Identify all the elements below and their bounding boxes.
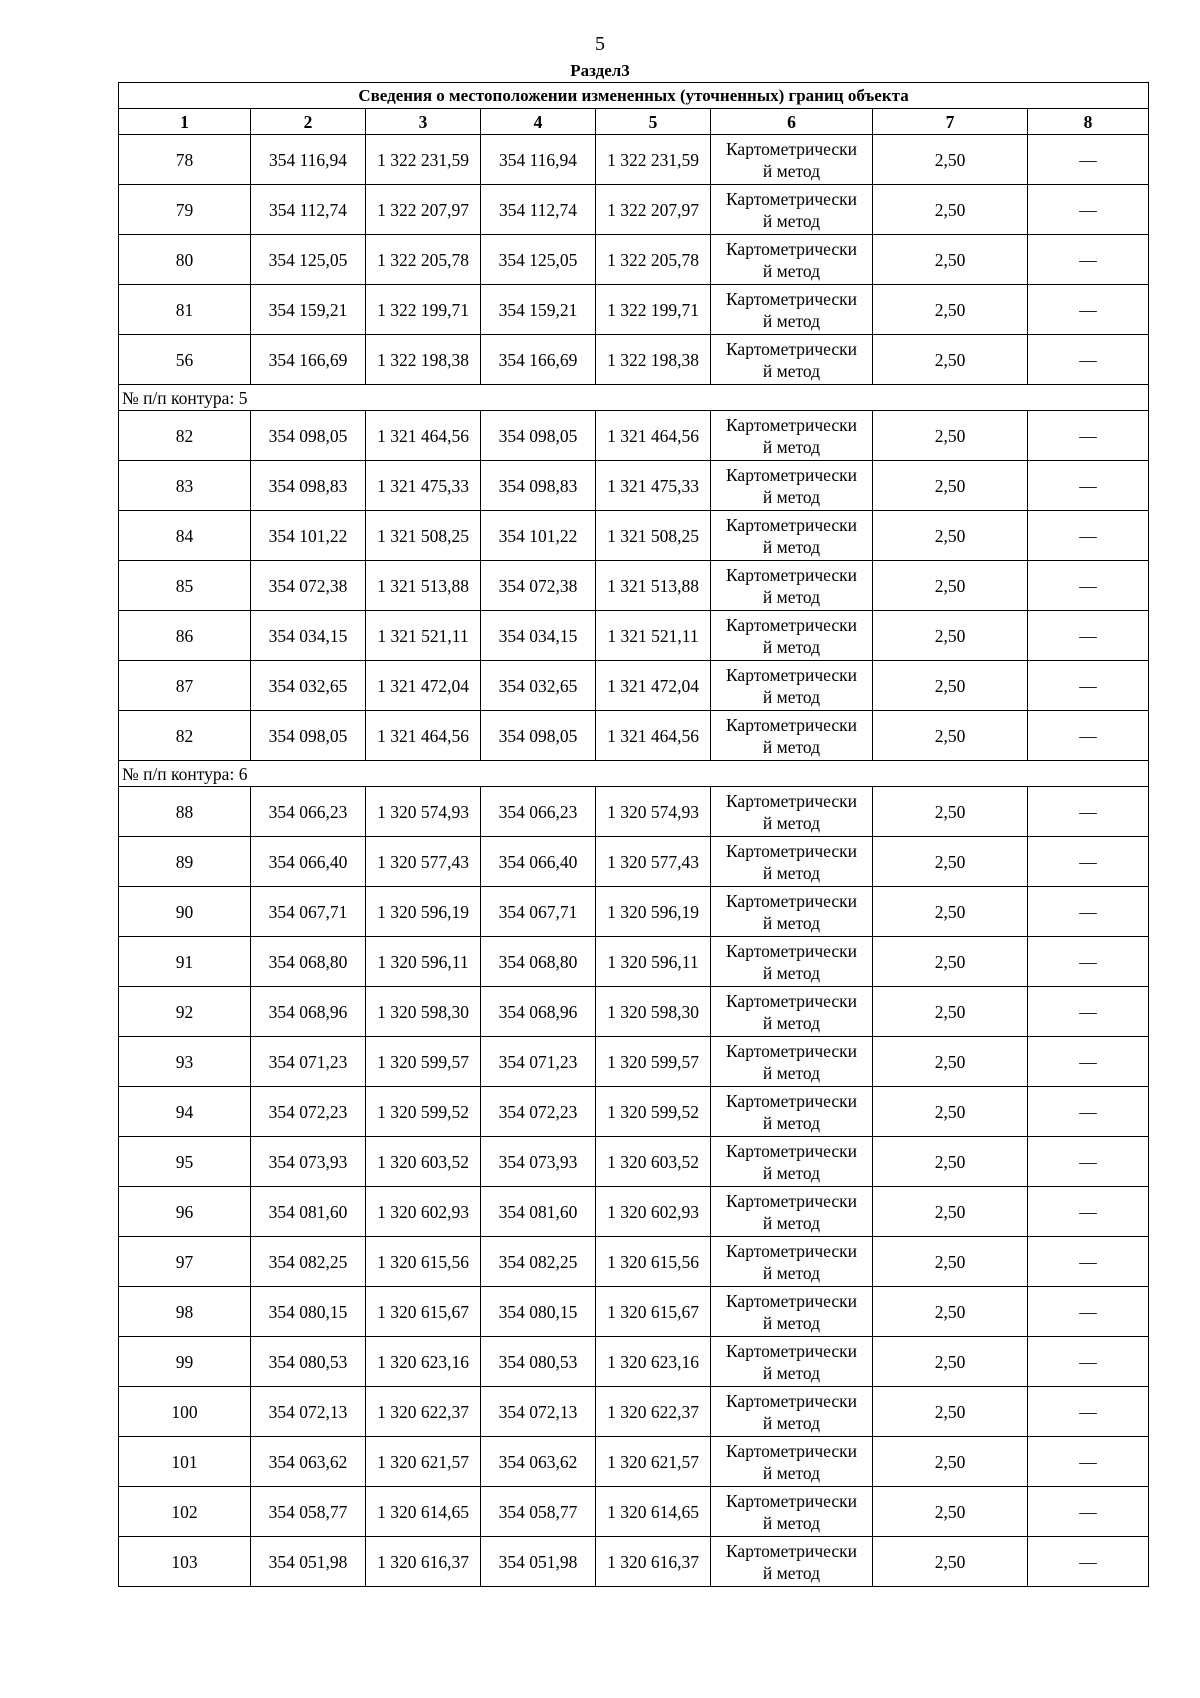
- table-row: [119, 461, 1149, 511]
- x-new-cell: 354 071,23: [481, 1037, 596, 1087]
- y-new-cell: 1 320 602,93: [596, 1187, 711, 1237]
- x-new-cell: 354 080,53: [481, 1337, 596, 1387]
- table-row: [119, 837, 1149, 887]
- point-number-cell: 90: [119, 887, 251, 937]
- y-old-cell: 1 322 205,78: [366, 235, 481, 285]
- table-row: [119, 135, 1149, 185]
- column-number: 2: [251, 109, 366, 135]
- point-number-cell: 79: [119, 185, 251, 235]
- table-row: [119, 1087, 1149, 1137]
- note-cell: —: [1028, 1137, 1149, 1187]
- y-new-cell: 1 320 615,67: [596, 1287, 711, 1337]
- x-old-cell: 354 082,25: [251, 1237, 366, 1287]
- table-row: [119, 711, 1149, 761]
- accuracy-cell: 2,50: [873, 1037, 1028, 1087]
- method-cell: Картометрически й метод: [711, 711, 873, 761]
- y-old-cell: 1 320 577,43: [366, 837, 481, 887]
- accuracy-cell: 2,50: [873, 1137, 1028, 1187]
- table-row: [119, 185, 1149, 235]
- y-old-cell: 1 322 199,71: [366, 285, 481, 335]
- column-number: 6: [711, 109, 873, 135]
- x-old-cell: 354 066,40: [251, 837, 366, 887]
- accuracy-cell: 2,50: [873, 561, 1028, 611]
- table-row: [119, 661, 1149, 711]
- x-new-cell: 354 068,80: [481, 937, 596, 987]
- method-cell: Картометрически й метод: [711, 987, 873, 1037]
- y-new-cell: 1 320 614,65: [596, 1487, 711, 1537]
- point-number-cell: 92: [119, 987, 251, 1037]
- x-old-cell: 354 067,71: [251, 887, 366, 937]
- column-number: 1: [119, 109, 251, 135]
- y-new-cell: 1 322 199,71: [596, 285, 711, 335]
- y-old-cell: 1 320 599,57: [366, 1037, 481, 1087]
- x-old-cell: 354 068,80: [251, 937, 366, 987]
- table-row: [119, 335, 1149, 385]
- accuracy-cell: 2,50: [873, 1337, 1028, 1387]
- x-old-cell: 354 098,05: [251, 411, 366, 461]
- note-cell: —: [1028, 787, 1149, 837]
- accuracy-cell: 2,50: [873, 285, 1028, 335]
- note-cell: —: [1028, 711, 1149, 761]
- note-cell: —: [1028, 1387, 1149, 1437]
- y-new-cell: 1 321 464,56: [596, 411, 711, 461]
- method-cell: Картометрически й метод: [711, 561, 873, 611]
- y-new-cell: 1 321 521,11: [596, 611, 711, 661]
- x-old-cell: 354 068,96: [251, 987, 366, 1037]
- x-new-cell: 354 066,23: [481, 787, 596, 837]
- contour-row: [119, 761, 1149, 787]
- y-old-cell: 1 320 599,52: [366, 1087, 481, 1137]
- y-new-cell: 1 322 231,59: [596, 135, 711, 185]
- method-cell: Картометрически й метод: [711, 937, 873, 987]
- y-new-cell: 1 320 574,93: [596, 787, 711, 837]
- point-number-cell: 86: [119, 611, 251, 661]
- point-number-cell: 56: [119, 335, 251, 385]
- x-new-cell: 354 067,71: [481, 887, 596, 937]
- y-new-cell: 1 321 472,04: [596, 661, 711, 711]
- x-new-cell: 354 058,77: [481, 1487, 596, 1537]
- method-cell: Картометрически й метод: [711, 787, 873, 837]
- y-old-cell: 1 321 475,33: [366, 461, 481, 511]
- point-number-cell: 78: [119, 135, 251, 185]
- note-cell: —: [1028, 1287, 1149, 1337]
- method-cell: Картометрически й метод: [711, 285, 873, 335]
- accuracy-cell: 2,50: [873, 887, 1028, 937]
- point-number-cell: 80: [119, 235, 251, 285]
- y-new-cell: 1 320 615,56: [596, 1237, 711, 1287]
- x-old-cell: 354 066,23: [251, 787, 366, 837]
- method-cell: Картометрически й метод: [711, 1187, 873, 1237]
- x-old-cell: 354 080,15: [251, 1287, 366, 1337]
- method-cell: Картометрически й метод: [711, 461, 873, 511]
- x-old-cell: 354 098,05: [251, 711, 366, 761]
- x-old-cell: 354 071,23: [251, 1037, 366, 1087]
- accuracy-cell: 2,50: [873, 661, 1028, 711]
- x-old-cell: 354 072,38: [251, 561, 366, 611]
- note-cell: —: [1028, 837, 1149, 887]
- note-cell: —: [1028, 987, 1149, 1037]
- table-row: [119, 1137, 1149, 1187]
- y-old-cell: 1 320 596,11: [366, 937, 481, 987]
- note-cell: —: [1028, 1237, 1149, 1287]
- accuracy-cell: 2,50: [873, 1537, 1028, 1587]
- point-number-cell: 97: [119, 1237, 251, 1287]
- x-new-cell: 354 112,74: [481, 185, 596, 235]
- point-number-cell: 82: [119, 411, 251, 461]
- y-old-cell: 1 320 574,93: [366, 787, 481, 837]
- y-new-cell: 1 321 513,88: [596, 561, 711, 611]
- x-old-cell: 354 072,23: [251, 1087, 366, 1137]
- y-old-cell: 1 320 616,37: [366, 1537, 481, 1587]
- column-number: 4: [481, 109, 596, 135]
- x-new-cell: 354 082,25: [481, 1237, 596, 1287]
- method-cell: Картометрически й метод: [711, 1037, 873, 1087]
- note-cell: —: [1028, 185, 1149, 235]
- method-cell: Картометрически й метод: [711, 1337, 873, 1387]
- method-cell: Картометрически й метод: [711, 1137, 873, 1187]
- y-old-cell: 1 320 598,30: [366, 987, 481, 1037]
- column-number: 3: [366, 109, 481, 135]
- table-row: [119, 887, 1149, 937]
- y-old-cell: 1 321 508,25: [366, 511, 481, 561]
- note-cell: —: [1028, 561, 1149, 611]
- y-new-cell: 1 322 198,38: [596, 335, 711, 385]
- point-number-cell: 101: [119, 1437, 251, 1487]
- note-cell: —: [1028, 235, 1149, 285]
- x-old-cell: 354 032,65: [251, 661, 366, 711]
- accuracy-cell: 2,50: [873, 411, 1028, 461]
- y-old-cell: 1 320 621,57: [366, 1437, 481, 1487]
- point-number-cell: 84: [119, 511, 251, 561]
- accuracy-cell: 2,50: [873, 185, 1028, 235]
- method-cell: Картометрически й метод: [711, 887, 873, 937]
- y-old-cell: 1 320 596,19: [366, 887, 481, 937]
- x-new-cell: 354 101,22: [481, 511, 596, 561]
- y-old-cell: 1 320 603,52: [366, 1137, 481, 1187]
- x-new-cell: 354 073,93: [481, 1137, 596, 1187]
- point-number-cell: 96: [119, 1187, 251, 1237]
- point-number-cell: 103: [119, 1537, 251, 1587]
- y-old-cell: 1 322 207,97: [366, 185, 481, 235]
- method-cell: Картометрически й метод: [711, 511, 873, 561]
- note-cell: —: [1028, 1337, 1149, 1387]
- y-old-cell: 1 320 615,56: [366, 1237, 481, 1287]
- point-number-cell: 93: [119, 1037, 251, 1087]
- note-cell: —: [1028, 611, 1149, 661]
- method-cell: Картометрически й метод: [711, 837, 873, 887]
- table-row: [119, 1237, 1149, 1287]
- x-old-cell: 354 081,60: [251, 1187, 366, 1237]
- y-new-cell: 1 320 622,37: [596, 1387, 711, 1437]
- x-new-cell: 354 063,62: [481, 1437, 596, 1487]
- method-cell: Картометрически й метод: [711, 1087, 873, 1137]
- x-old-cell: 354 051,98: [251, 1537, 366, 1587]
- table-row: [119, 235, 1149, 285]
- method-cell: Картометрически й метод: [711, 1387, 873, 1437]
- note-cell: —: [1028, 1087, 1149, 1137]
- point-number-cell: 88: [119, 787, 251, 837]
- accuracy-cell: 2,50: [873, 511, 1028, 561]
- y-new-cell: 1 320 623,16: [596, 1337, 711, 1387]
- y-new-cell: 1 320 577,43: [596, 837, 711, 887]
- method-cell: Картометрически й метод: [711, 1287, 873, 1337]
- table-row: [119, 411, 1149, 461]
- table-title-row: [119, 83, 1149, 109]
- x-new-cell: 354 034,15: [481, 611, 596, 661]
- boundary-coordinates-table: [118, 82, 1149, 1587]
- x-old-cell: 354 166,69: [251, 335, 366, 385]
- method-cell: Картометрически й метод: [711, 335, 873, 385]
- point-number-cell: 94: [119, 1087, 251, 1137]
- accuracy-cell: 2,50: [873, 1187, 1028, 1237]
- x-new-cell: 354 051,98: [481, 1537, 596, 1587]
- x-new-cell: 354 159,21: [481, 285, 596, 335]
- y-old-cell: 1 320 602,93: [366, 1187, 481, 1237]
- accuracy-cell: 2,50: [873, 1237, 1028, 1287]
- note-cell: —: [1028, 661, 1149, 711]
- table-row: [119, 1437, 1149, 1487]
- point-number-cell: 100: [119, 1387, 251, 1437]
- table-row: [119, 1487, 1149, 1537]
- x-old-cell: 354 073,93: [251, 1137, 366, 1187]
- accuracy-cell: 2,50: [873, 461, 1028, 511]
- x-old-cell: 354 072,13: [251, 1387, 366, 1437]
- note-cell: —: [1028, 1487, 1149, 1537]
- table-row: [119, 285, 1149, 335]
- x-old-cell: 354 080,53: [251, 1337, 366, 1387]
- point-number-cell: 89: [119, 837, 251, 887]
- y-old-cell: 1 322 231,59: [366, 135, 481, 185]
- method-cell: Картометрически й метод: [711, 1437, 873, 1487]
- x-old-cell: 354 058,77: [251, 1487, 366, 1537]
- y-new-cell: 1 320 621,57: [596, 1437, 711, 1487]
- y-old-cell: 1 321 521,11: [366, 611, 481, 661]
- table-row: [119, 1287, 1149, 1337]
- contour-label: № п/п контура: 5: [119, 385, 1149, 411]
- note-cell: —: [1028, 937, 1149, 987]
- x-old-cell: 354 116,94: [251, 135, 366, 185]
- point-number-cell: 82: [119, 711, 251, 761]
- x-new-cell: 354 068,96: [481, 987, 596, 1037]
- x-new-cell: 354 098,05: [481, 411, 596, 461]
- table-row: [119, 1387, 1149, 1437]
- accuracy-cell: 2,50: [873, 135, 1028, 185]
- x-old-cell: 354 034,15: [251, 611, 366, 661]
- y-new-cell: 1 320 603,52: [596, 1137, 711, 1187]
- y-new-cell: 1 320 596,11: [596, 937, 711, 987]
- y-new-cell: 1 322 205,78: [596, 235, 711, 285]
- point-number-cell: 102: [119, 1487, 251, 1537]
- x-new-cell: 354 125,05: [481, 235, 596, 285]
- y-old-cell: 1 321 464,56: [366, 411, 481, 461]
- table-row: [119, 987, 1149, 1037]
- note-cell: —: [1028, 511, 1149, 561]
- accuracy-cell: 2,50: [873, 1437, 1028, 1487]
- x-new-cell: 354 032,65: [481, 661, 596, 711]
- accuracy-cell: 2,50: [873, 837, 1028, 887]
- x-new-cell: 354 072,13: [481, 1387, 596, 1437]
- table-row: [119, 1337, 1149, 1387]
- method-cell: Картометрически й метод: [711, 1537, 873, 1587]
- x-old-cell: 354 063,62: [251, 1437, 366, 1487]
- note-cell: —: [1028, 1187, 1149, 1237]
- column-number: 5: [596, 109, 711, 135]
- table-row: [119, 611, 1149, 661]
- x-old-cell: 354 112,74: [251, 185, 366, 235]
- y-old-cell: 1 321 472,04: [366, 661, 481, 711]
- y-new-cell: 1 320 599,57: [596, 1037, 711, 1087]
- x-new-cell: 354 166,69: [481, 335, 596, 385]
- y-new-cell: 1 320 616,37: [596, 1537, 711, 1587]
- accuracy-cell: 2,50: [873, 1087, 1028, 1137]
- y-new-cell: 1 321 464,56: [596, 711, 711, 761]
- accuracy-cell: 2,50: [873, 235, 1028, 285]
- accuracy-cell: 2,50: [873, 787, 1028, 837]
- accuracy-cell: 2,50: [873, 937, 1028, 987]
- x-new-cell: 354 072,38: [481, 561, 596, 611]
- y-new-cell: 1 322 207,97: [596, 185, 711, 235]
- note-cell: —: [1028, 1537, 1149, 1587]
- point-number-cell: 99: [119, 1337, 251, 1387]
- note-cell: —: [1028, 285, 1149, 335]
- point-number-cell: 81: [119, 285, 251, 335]
- method-cell: Картометрически й метод: [711, 611, 873, 661]
- accuracy-cell: 2,50: [873, 1387, 1028, 1437]
- note-cell: —: [1028, 461, 1149, 511]
- table-title: Сведения о местоположении измененных (уточненных) границ объекта: [119, 83, 1149, 109]
- y-old-cell: 1 321 513,88: [366, 561, 481, 611]
- x-new-cell: 354 098,05: [481, 711, 596, 761]
- y-old-cell: 1 320 614,65: [366, 1487, 481, 1537]
- page-number: 5: [595, 33, 605, 55]
- section-title: Раздел3: [570, 61, 630, 80]
- note-cell: —: [1028, 411, 1149, 461]
- accuracy-cell: 2,50: [873, 987, 1028, 1037]
- accuracy-cell: 2,50: [873, 611, 1028, 661]
- note-cell: —: [1028, 1037, 1149, 1087]
- accuracy-cell: 2,50: [873, 711, 1028, 761]
- table-row: [119, 937, 1149, 987]
- method-cell: Картометрически й метод: [711, 235, 873, 285]
- x-old-cell: 354 098,83: [251, 461, 366, 511]
- note-cell: —: [1028, 887, 1149, 937]
- accuracy-cell: 2,50: [873, 335, 1028, 385]
- x-old-cell: 354 159,21: [251, 285, 366, 335]
- method-cell: Картометрически й метод: [711, 411, 873, 461]
- y-old-cell: 1 321 464,56: [366, 711, 481, 761]
- table-row: [119, 787, 1149, 837]
- contour-row: [119, 385, 1149, 411]
- x-new-cell: 354 098,83: [481, 461, 596, 511]
- table-row: [119, 1187, 1149, 1237]
- note-cell: —: [1028, 1437, 1149, 1487]
- point-number-cell: 95: [119, 1137, 251, 1187]
- table-row: [119, 1537, 1149, 1587]
- column-number-row: [119, 109, 1149, 135]
- method-cell: Картометрически й метод: [711, 1487, 873, 1537]
- contour-label: № п/п контура: 6: [119, 761, 1149, 787]
- x-new-cell: 354 072,23: [481, 1087, 596, 1137]
- y-new-cell: 1 321 475,33: [596, 461, 711, 511]
- x-new-cell: 354 116,94: [481, 135, 596, 185]
- y-new-cell: 1 321 508,25: [596, 511, 711, 561]
- note-cell: —: [1028, 335, 1149, 385]
- column-number: 7: [873, 109, 1028, 135]
- method-cell: Картометрически й метод: [711, 1237, 873, 1287]
- method-cell: Картометрически й метод: [711, 135, 873, 185]
- y-old-cell: 1 320 622,37: [366, 1387, 481, 1437]
- method-cell: Картометрически й метод: [711, 185, 873, 235]
- x-old-cell: 354 125,05: [251, 235, 366, 285]
- point-number-cell: 98: [119, 1287, 251, 1337]
- x-new-cell: 354 081,60: [481, 1187, 596, 1237]
- table-row: [119, 561, 1149, 611]
- y-old-cell: 1 322 198,38: [366, 335, 481, 385]
- y-old-cell: 1 320 615,67: [366, 1287, 481, 1337]
- table-row: [119, 511, 1149, 561]
- point-number-cell: 87: [119, 661, 251, 711]
- x-new-cell: 354 066,40: [481, 837, 596, 887]
- note-cell: —: [1028, 135, 1149, 185]
- method-cell: Картометрически й метод: [711, 661, 873, 711]
- y-new-cell: 1 320 596,19: [596, 887, 711, 937]
- y-new-cell: 1 320 598,30: [596, 987, 711, 1037]
- accuracy-cell: 2,50: [873, 1487, 1028, 1537]
- y-old-cell: 1 320 623,16: [366, 1337, 481, 1387]
- table-row: [119, 1037, 1149, 1087]
- y-new-cell: 1 320 599,52: [596, 1087, 711, 1137]
- point-number-cell: 85: [119, 561, 251, 611]
- x-old-cell: 354 101,22: [251, 511, 366, 561]
- column-number: 8: [1028, 109, 1149, 135]
- x-new-cell: 354 080,15: [481, 1287, 596, 1337]
- point-number-cell: 91: [119, 937, 251, 987]
- point-number-cell: 83: [119, 461, 251, 511]
- accuracy-cell: 2,50: [873, 1287, 1028, 1337]
